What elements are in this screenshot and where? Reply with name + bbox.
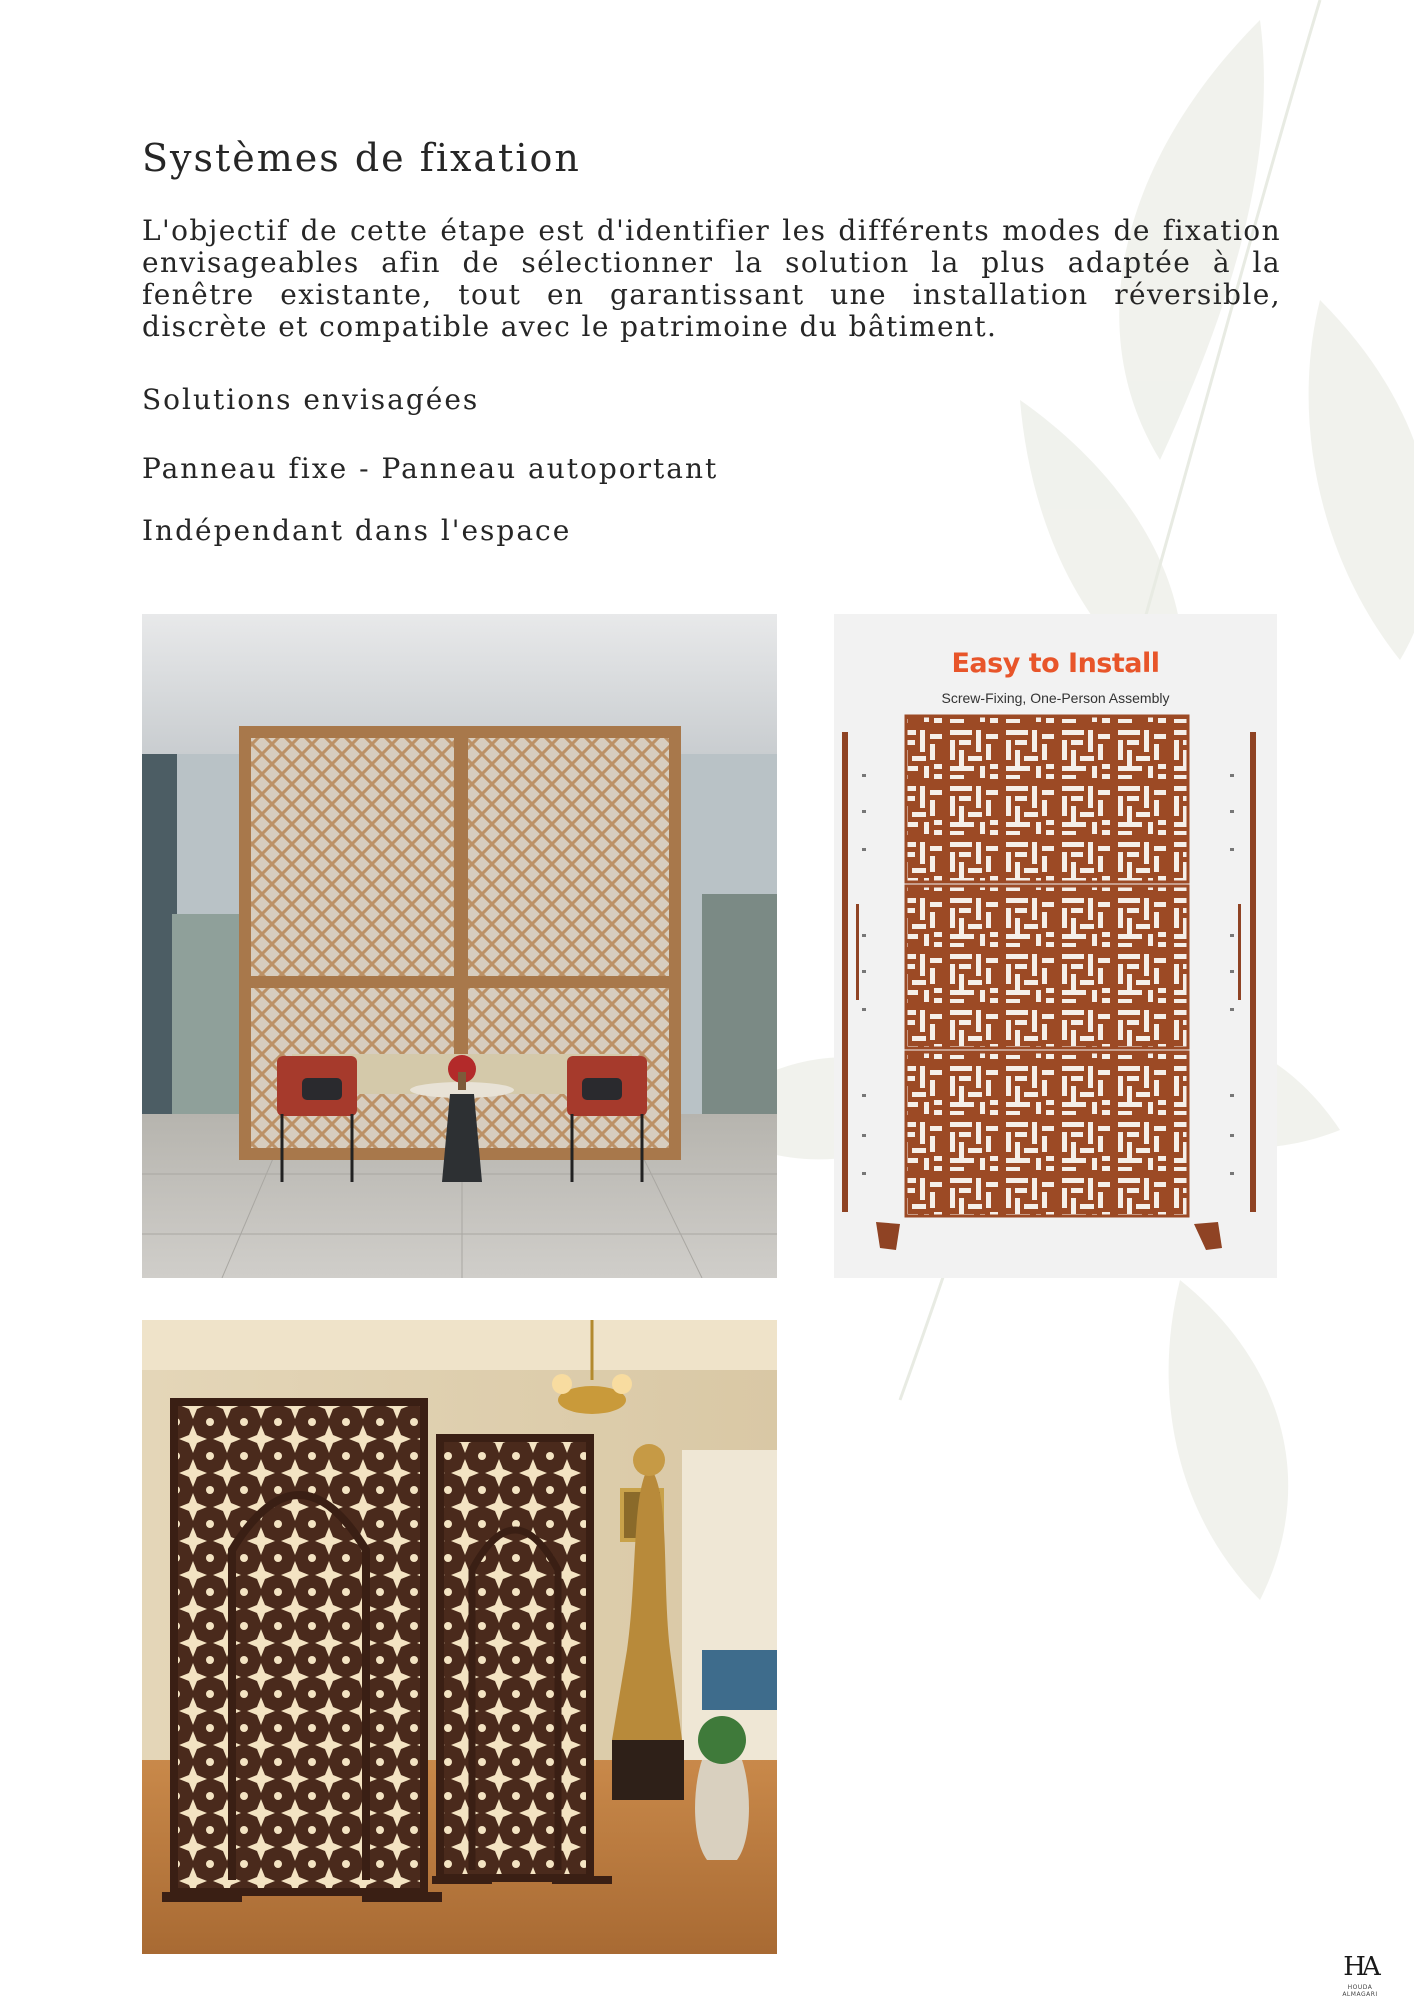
logo-caption: HOUDA ALMAGARI [1342, 1984, 1378, 1998]
logo-monogram: HA [1343, 1952, 1377, 1982]
intro-paragraph: L'objectif de cette étape est d'identifier les différents modes de fixation envisageables afin de sélectionner la solution la plus adaptée à la fenêtre existante, tout en garantissant une installation réversible, discrète et compatible avec le patrimoine du bâtiment. [142, 214, 1281, 343]
easy-install-product-sheet [834, 614, 1277, 1278]
brand-logo [1336, 1952, 1384, 1998]
section-heading: Solutions envisagées [142, 383, 480, 416]
page-title: Systèmes de fixation [142, 136, 581, 180]
product-headline: Easy to Install [951, 648, 1160, 679]
lobby-wood-partition-photo [142, 614, 777, 1278]
product-subline: Screw-Fixing, One-Person Assembly [941, 690, 1170, 706]
option-line: Panneau fixe - Panneau autoportant [142, 452, 719, 485]
carved-screens-room-photo [142, 1320, 777, 1954]
option-detail: Indépendant dans l'espace [142, 514, 572, 547]
